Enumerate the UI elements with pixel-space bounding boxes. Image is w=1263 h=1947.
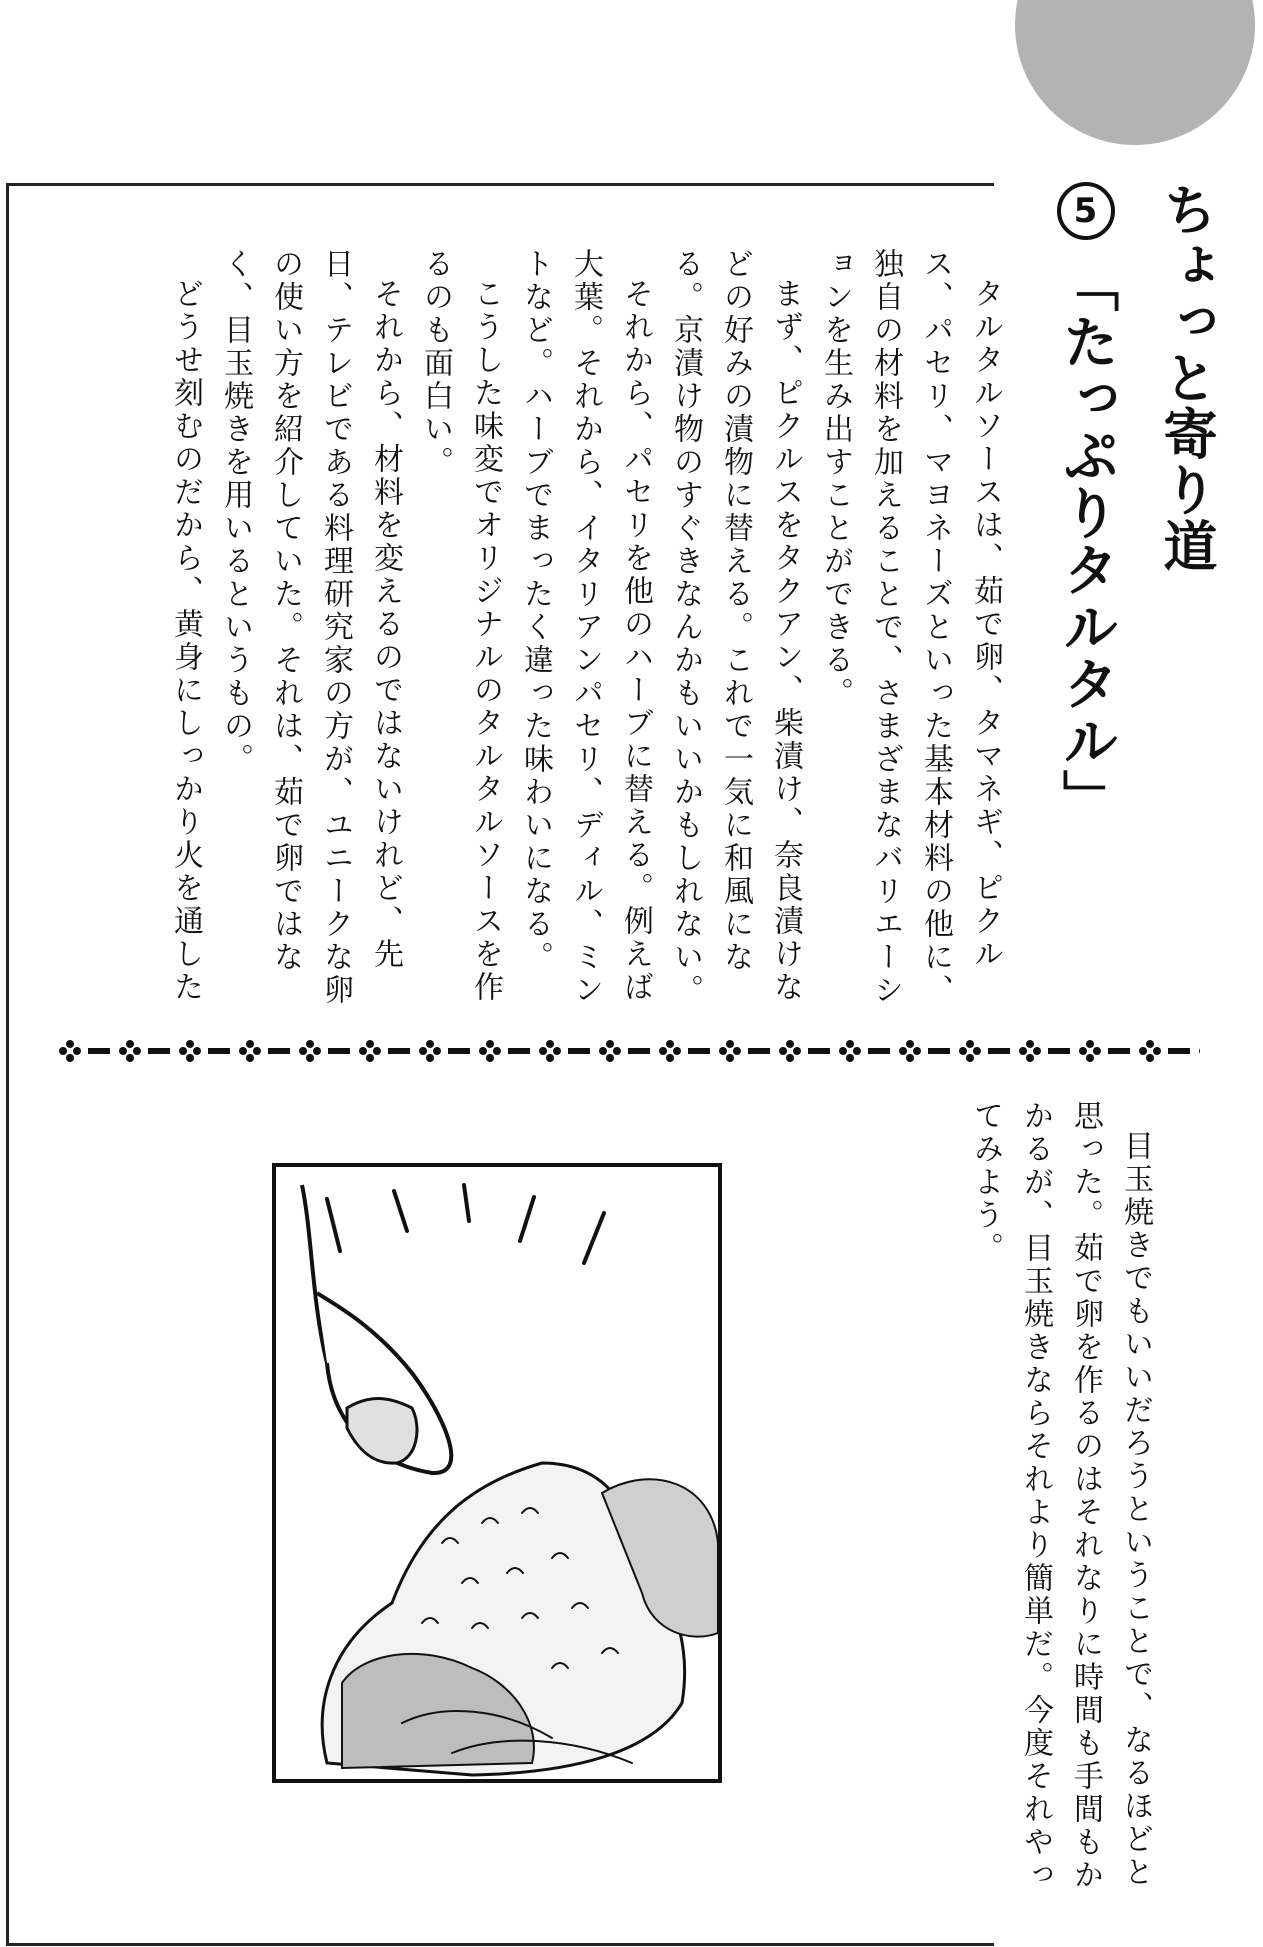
paragraph: それから、パセリを他のハーブに替える。例えば大葉。それから、イタリアンパセリ、ディル、ミントなど。ハーブでまったく違った味わいになる。 (518, 248, 653, 1007)
section-number-badge: 5 (1057, 182, 1115, 240)
ornamental-divider (55, 1036, 1200, 1066)
title-line-2 (1046, 182, 1126, 842)
paragraph: 目玉焼きでもいいだろうということで、なるほどと思った。茹で卵を作るのはそれなりに時間も手間もかかるが、目玉焼きならそれより簡単だ。今度それやってみよう。 (968, 1100, 1153, 1892)
paragraph: こうした味変でオリジナルのタルタルソースを作るのも面白い。 (418, 248, 503, 1004)
paragraph: まず、ピクルスをタクアン、柴漬け、奈良漬けなどの好みの漬物に替える。これで一気に和風になる。京漬け物のすぐきなんかもいいかもしれない。 (668, 248, 803, 1007)
tartar-sauce-illustration (272, 1163, 722, 1783)
article-body (60, 248, 1010, 1008)
title-subtitle: 「たっぷりタルタル」 (1054, 256, 1119, 826)
corner-tab-circle (1015, 0, 1255, 145)
article-continuation (940, 1100, 1160, 1920)
paragraph: タルタルソースは、茹で卵、タマネギ、ピクルス、パセリ、マヨネーズといった基本材料の他に、独自の材料を加えることで、さまざまなバリエーションを生み出すことができる。 (818, 248, 1003, 1007)
title-line-1: ちょっと寄り道 (1155, 182, 1218, 574)
paragraph: それから、材料を変えるのではないけれど、先日、テレビである料理研究家の方が、ユニークな卵の使い方を紹介していた。それは、茹で卵ではなく、目玉焼きを用いるというもの。 (218, 248, 403, 1007)
paragraph: どうせ刻むのだから、黄身にしっかり火を通した (168, 278, 203, 1004)
section-title (1035, 182, 1225, 842)
